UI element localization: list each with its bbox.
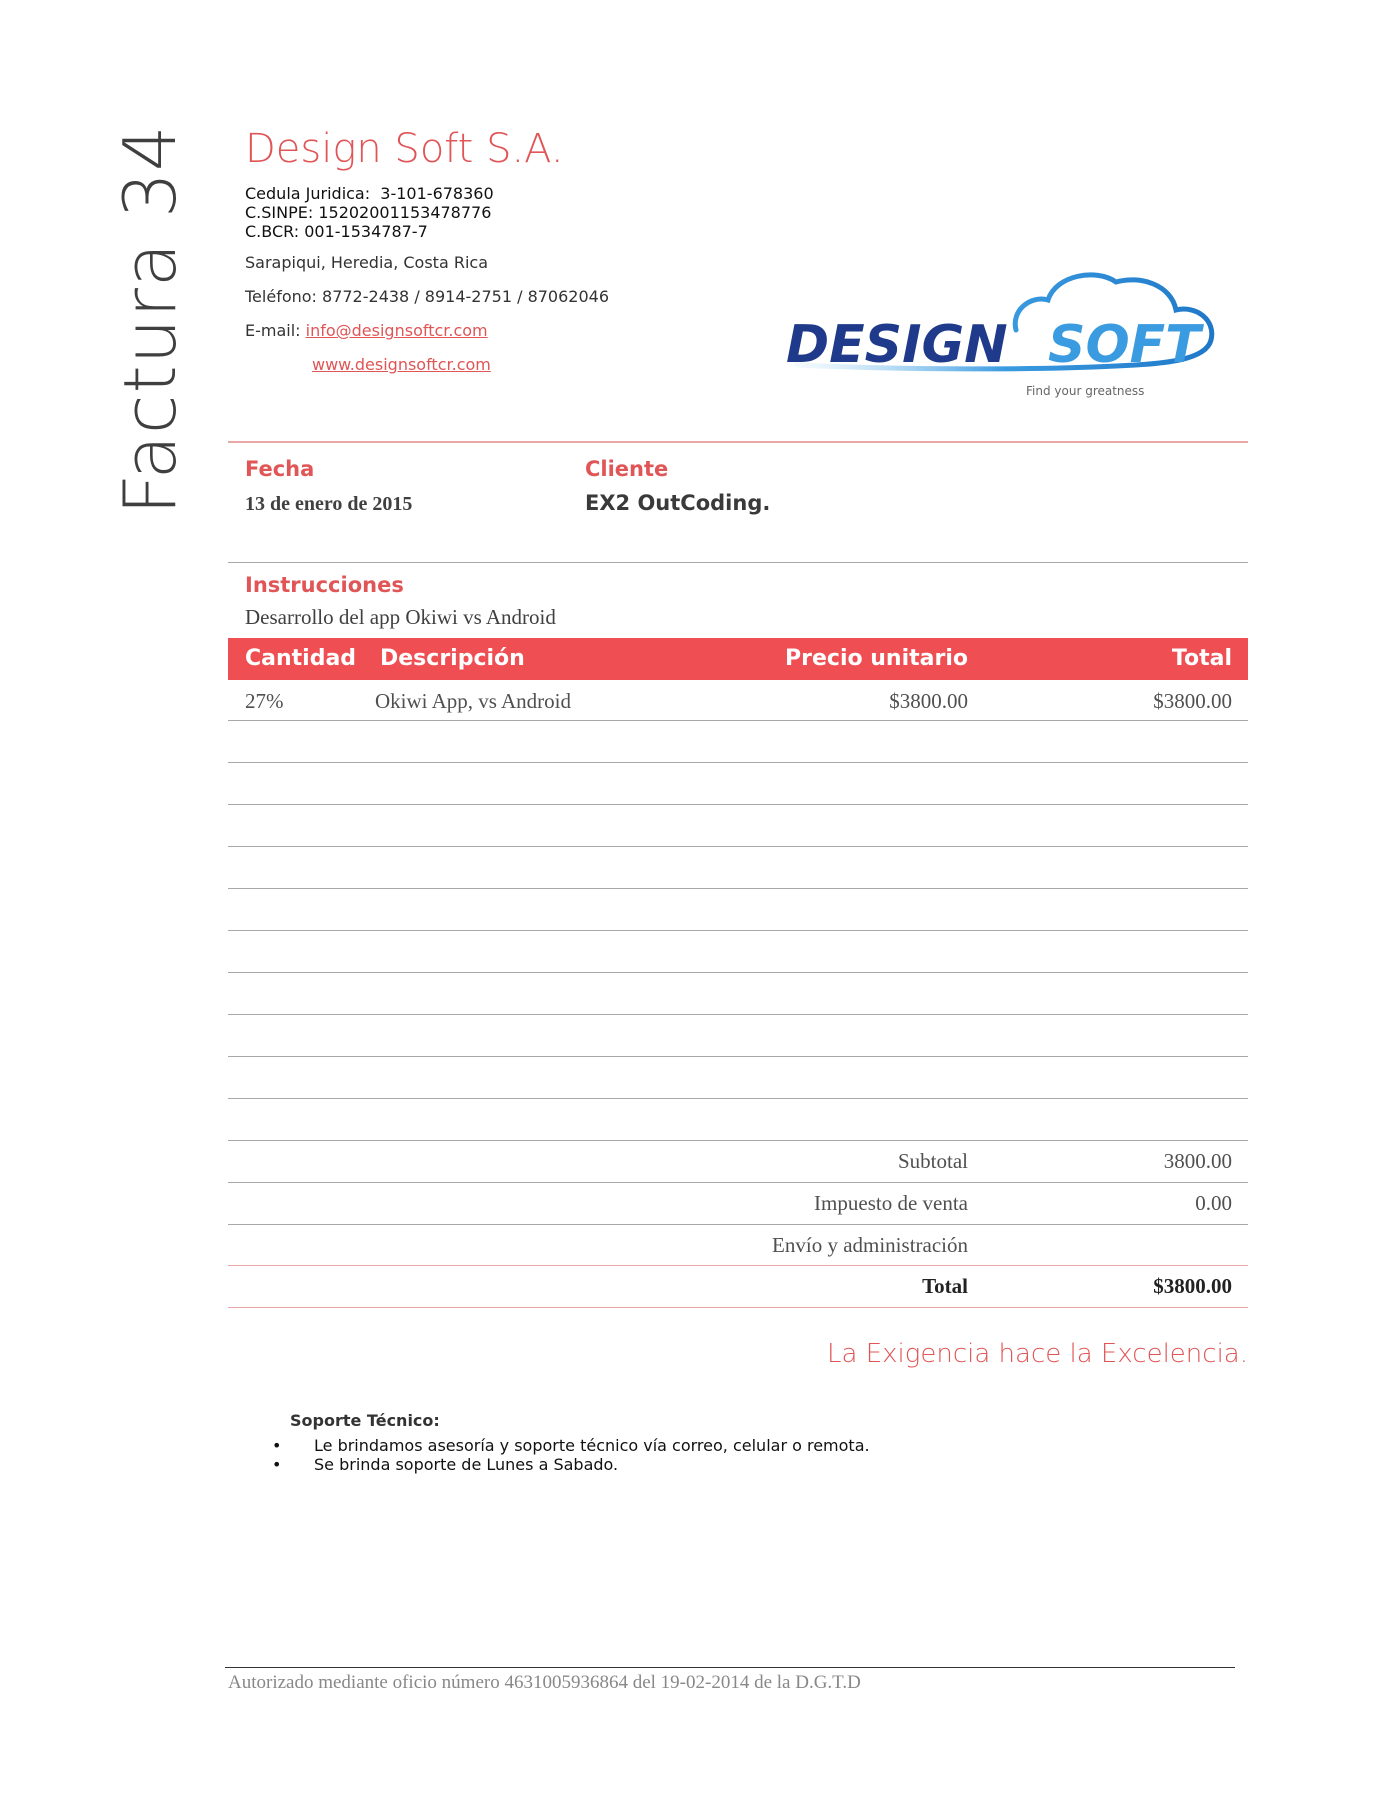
total-row — [228, 1266, 1248, 1308]
company-header — [245, 126, 564, 241]
instrucciones-block — [245, 573, 556, 630]
subtotal-value: 3800.00 — [1163, 1149, 1232, 1173]
row-cantidad: 27% — [245, 689, 284, 713]
row-divider — [228, 888, 1248, 889]
row-descripcion: Okiwi App, vs Android — [375, 689, 572, 713]
impuesto-row — [228, 1183, 1248, 1225]
company-email-line — [245, 321, 488, 340]
support-item: • Le brindamos asesoría y soporte técnico vía correo, celular o remota. — [270, 1436, 870, 1455]
header-cantidad: Cantidad — [245, 646, 357, 671]
row-divider — [228, 1014, 1248, 1015]
company-website — [312, 355, 491, 374]
header-total: Total — [1171, 646, 1232, 671]
row-divider — [228, 804, 1248, 805]
support-list — [270, 1436, 870, 1474]
support-title: Soporte Técnico: — [290, 1411, 440, 1430]
support-section — [270, 1411, 870, 1474]
footer-divider — [225, 1667, 1235, 1668]
envio-label: Envío y administración — [772, 1233, 968, 1257]
row-divider — [228, 930, 1248, 931]
header-descripcion: Descripción — [380, 646, 525, 671]
subtotal-label: Subtotal — [897, 1149, 968, 1173]
table-row — [228, 680, 1248, 722]
instrucciones-value: Desarrollo del app Okiwi vs Android — [245, 605, 556, 629]
total-label: Total — [922, 1274, 968, 1298]
company-name: Design Soft S.A. — [245, 126, 564, 172]
total-value: $3800.00 — [1153, 1274, 1232, 1298]
subtotal-row — [228, 1141, 1248, 1183]
header-precio-unitario: Precio unitario — [785, 646, 968, 671]
row-divider — [228, 1098, 1248, 1099]
fecha-value: 13 de enero de 2015 — [245, 493, 413, 515]
section-divider — [228, 562, 1248, 563]
fecha-label: Fecha — [245, 457, 315, 481]
invoice-side-title: Factura 34 — [108, 124, 192, 515]
row-divider — [228, 846, 1248, 847]
row-total: $3800.00 — [1153, 689, 1232, 713]
email-label: E-mail: — [245, 321, 306, 340]
company-phone: Teléfono: 8772-2438 / 8914-2751 / 87062046 — [245, 287, 609, 306]
cliente-label: Cliente — [585, 457, 669, 481]
row-precio: $3800.00 — [889, 689, 968, 713]
support-item: • Se brinda soporte de Lunes a Sabado. — [270, 1455, 870, 1474]
instrucciones-label: Instrucciones — [245, 573, 404, 597]
footer-authorization: Autorizado mediante oficio número 4631005936864 del 19-02-2014 de la D.G.T.D — [228, 1672, 861, 1693]
row-divider — [228, 762, 1248, 763]
company-address: Sarapiqui, Heredia, Costa Rica — [245, 253, 489, 272]
logo-text-design: DESIGN — [786, 315, 1008, 375]
cliente-block — [585, 457, 770, 515]
impuesto-value: 0.00 — [1195, 1191, 1232, 1215]
bcr-account: C.BCR: 001-1534787-7 — [245, 222, 428, 241]
cliente-value: EX2 OutCoding. — [585, 491, 771, 515]
company-logo — [786, 270, 1236, 410]
fecha-block — [245, 457, 412, 516]
company-ids — [245, 184, 564, 241]
logo-text-soft: SOFT — [1048, 315, 1201, 375]
header-divider — [228, 441, 1248, 443]
row-divider — [228, 1056, 1248, 1057]
sinpe-account: C.SINPE: 15202001153478776 — [245, 203, 492, 222]
logo-tagline: Find your greatness — [1026, 384, 1145, 398]
row-divider — [228, 720, 1248, 721]
row-divider — [228, 972, 1248, 973]
cedula-juridica: Cedula Juridica: 3-101-678360 — [245, 184, 494, 203]
slogan: La Exigencia hace la Excelencia. — [827, 1339, 1248, 1369]
impuesto-label: Impuesto de venta — [814, 1191, 968, 1215]
envio-row — [228, 1225, 1248, 1267]
items-table-header — [228, 638, 1248, 680]
email-link[interactable]: info@designsoftcr.com — [305, 321, 488, 340]
website-link[interactable]: www.designsoftcr.com — [312, 355, 491, 374]
total-bottom-divider — [228, 1307, 1248, 1308]
